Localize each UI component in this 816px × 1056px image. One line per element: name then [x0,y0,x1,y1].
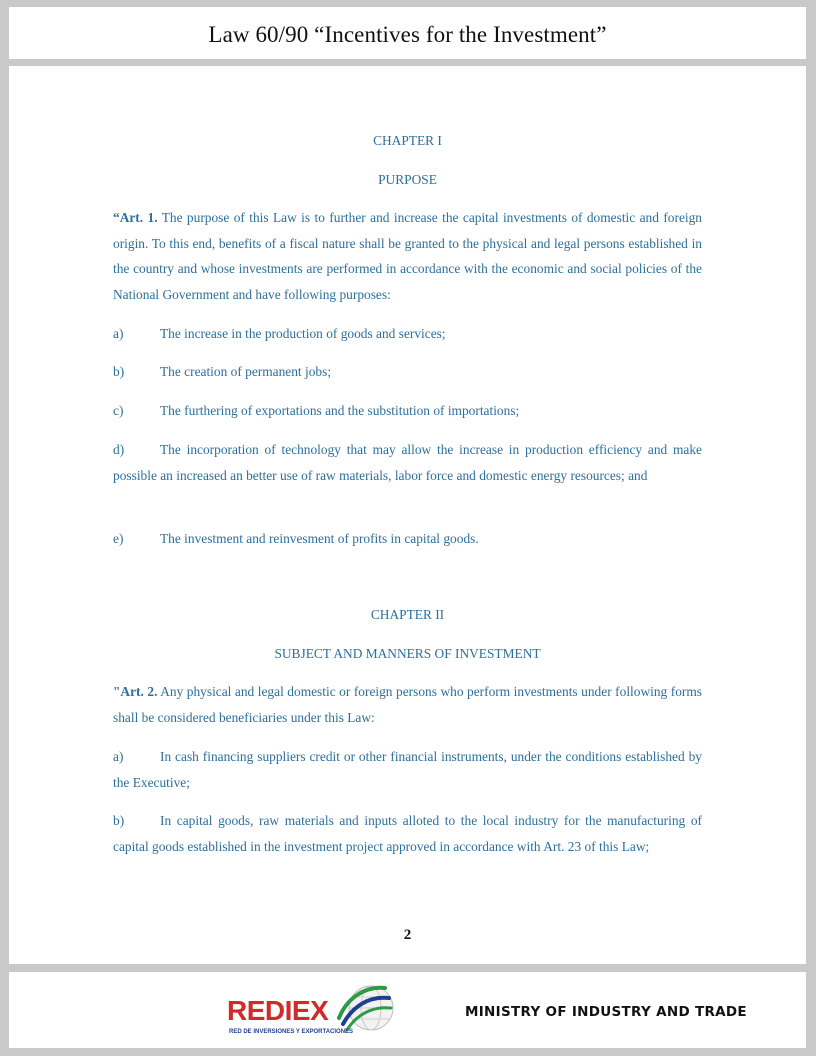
article-2-text: Any physical and legal domestic or foreign persons who perform investments under following forms shall be considered beneficiaries under this Law: [113,684,702,725]
list-item-letter: b) [113,813,125,828]
list-item-letter: d) [113,442,125,457]
chapter-1-heading: CHAPTER I [373,133,442,148]
globe-icon [339,986,393,1030]
list-item-text: In cash financing suppliers credit or other financial instruments, under the conditions established by the Executive; [113,749,702,790]
list-item-text: The incorporation of technology that may allow the increase in production efficiency and make possible an increased an better use of raw materials, labor force and domestic energy resources; and [113,442,702,483]
chapter-2-heading: CHAPTER II [370,607,445,622]
footer-bar [9,972,806,1048]
article-1-text: The purpose of this Law is to further and increase the capital investments of domestic and foreign origin. To this end, benefits of a fiscal nature shall be granted to the physical and legal persons established in the country and whose investments are performed in accordance with the economic and social policies of the National Government and have following purposes: [113,210,702,302]
ministry-name: MINISTRY OF INDUSTRY AND TRADE [465,1004,747,1020]
list-item-letter: e) [113,531,124,546]
list-item-text: The furthering of exportations and the substitution of importations; [160,403,520,418]
document-title: Law 60/90 “Incentives for the Investment” [208,22,607,47]
list-item-letter: a) [113,749,124,764]
logo-tagline: RED DE INVERSIONES Y EXPORTACIONES [229,1029,354,1035]
chapter-2-subheading: SUBJECT AND MANNERS OF INVESTMENT [274,646,541,661]
list-item [113,359,702,385]
list-item [113,321,702,347]
list-item [113,526,702,552]
rediex-logo [219,978,399,1044]
article-1-label: “Art. 1. [113,210,158,225]
list-item-letter: c) [113,403,124,418]
list-item [113,808,702,859]
list-item-text: In capital goods, raw materials and inputs alloted to the local industry for the manufacturing of capital goods established in the investment project approved in accordance with Art. 23 of this Law; [113,813,702,854]
list-item-letter: a) [113,326,124,341]
list-item-text: The investment and reinvesment of profits in capital goods. [160,531,479,546]
document-page [9,66,806,964]
article-1 [113,205,702,307]
header-bar [9,7,806,59]
list-item [113,437,702,488]
list-item [113,744,702,795]
list-item-letter: b) [113,364,125,379]
logo-wordmark: REDIEX [227,995,329,1026]
chapter-1-subheading: PURPOSE [378,172,437,187]
page-number: 2 [403,927,412,943]
list-item-text: The creation of permanent jobs; [160,364,332,379]
list-item-text: The increase in the production of goods and services; [160,326,446,341]
article-2-label: "Art. 2. [113,684,158,699]
list-item [113,398,702,424]
article-2 [113,679,702,730]
